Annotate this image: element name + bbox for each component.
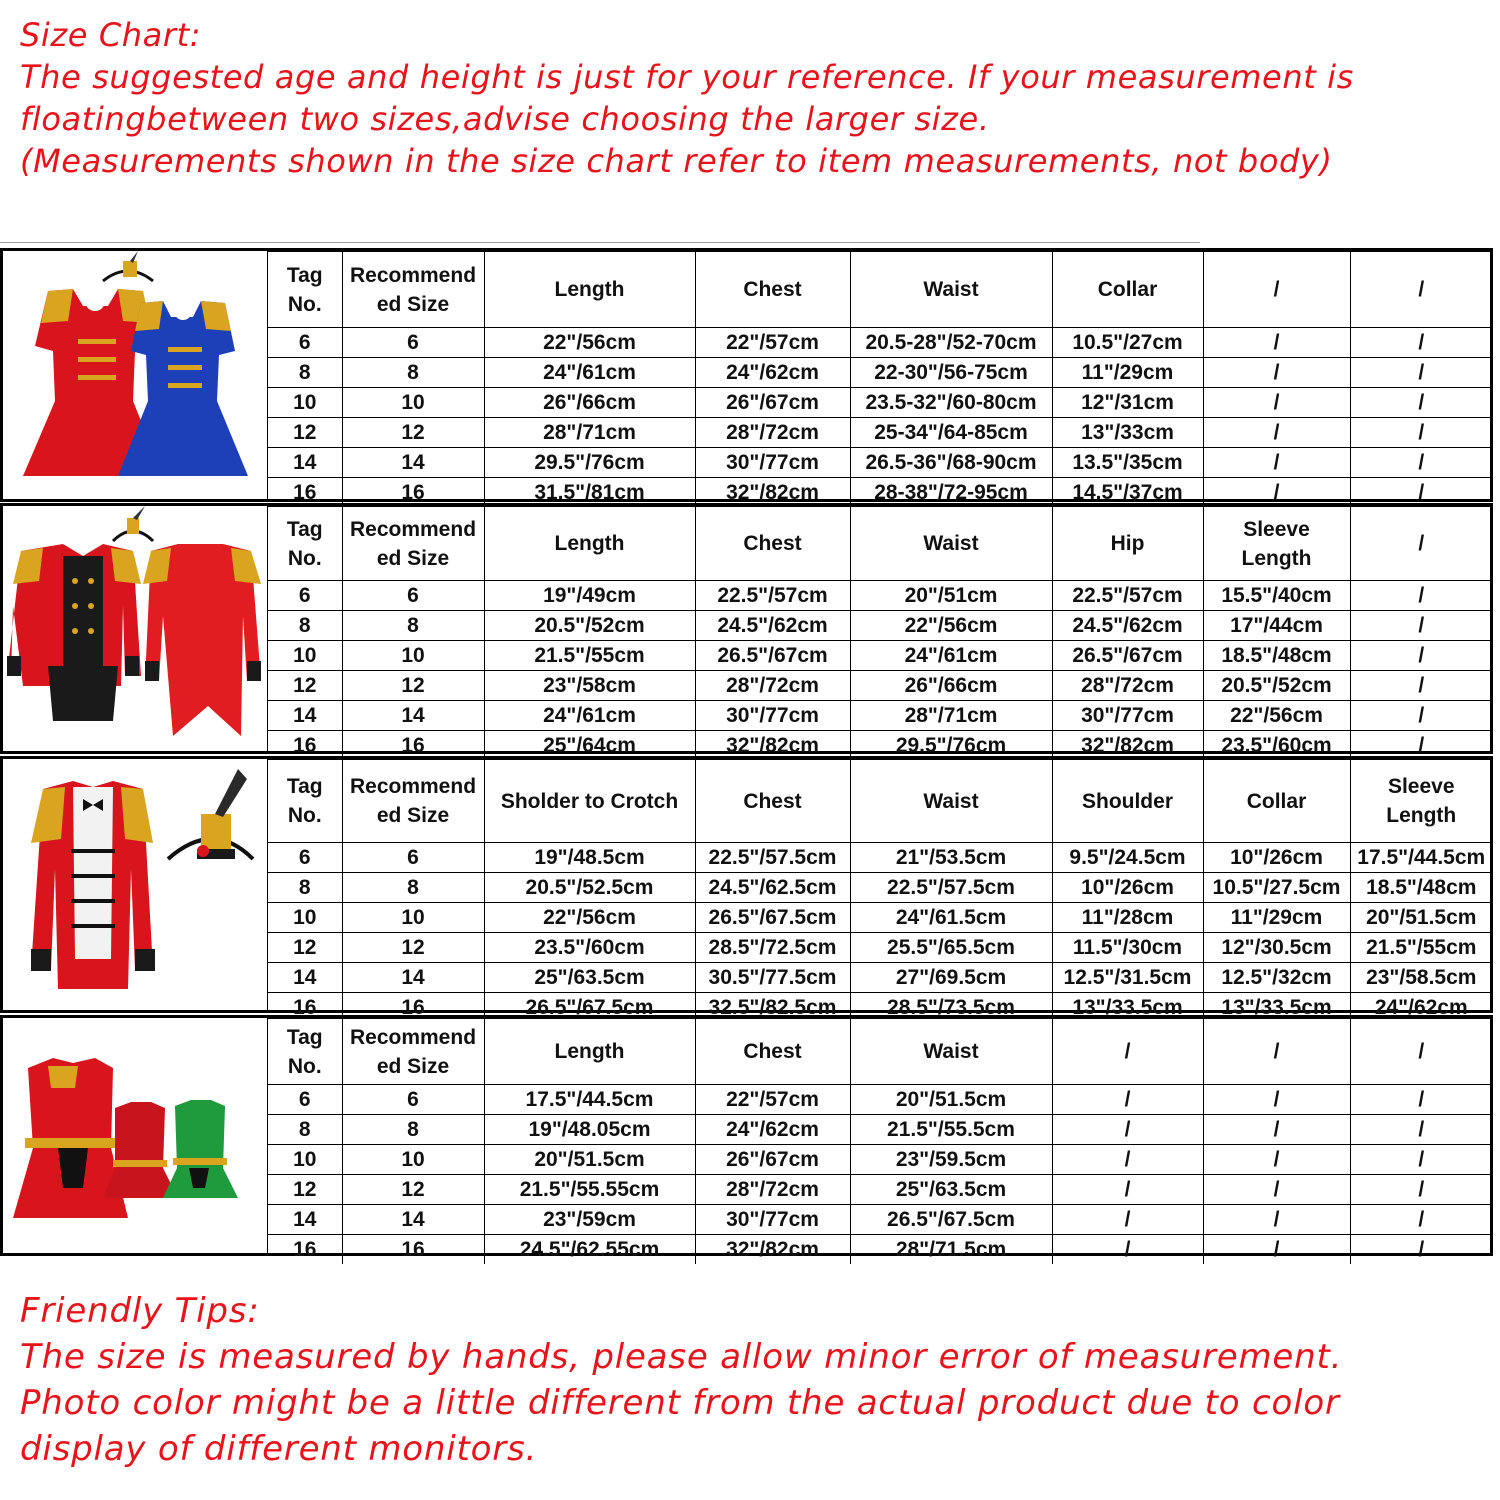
- table-cell-col-8: /: [1350, 731, 1492, 761]
- column-header: /: [1203, 1019, 1350, 1085]
- table-row: [268, 611, 1492, 641]
- divider: [0, 242, 1200, 243]
- header-line: The suggested age and height is just for your reference. If your measurement is: [20, 58, 1354, 96]
- table-cell-col-6: 11.5"/30cm: [1052, 933, 1203, 963]
- table-cell-col-7: /: [1203, 418, 1350, 448]
- table-cell-recommended-size: 16: [342, 478, 484, 508]
- column-header: /: [1350, 507, 1492, 581]
- table-cell-col-6: 13"/33.5cm: [1052, 993, 1203, 1023]
- table-row: [268, 581, 1492, 611]
- tailcoat-back-icon: [143, 544, 261, 736]
- table-cell-col-6: 9.5"/24.5cm: [1052, 843, 1203, 873]
- table-cell-col-6: 22.5"/57cm: [1052, 581, 1203, 611]
- table-cell-tag-no: 14: [268, 701, 342, 731]
- table-cell-recommended-size: 16: [342, 1235, 484, 1265]
- size-table-block-1: [0, 248, 1493, 502]
- table-cell-recommended-size: 14: [342, 701, 484, 731]
- table-cell-col-7: 17"/44cm: [1203, 611, 1350, 641]
- table-cell-col-4: 32"/82cm: [695, 478, 850, 508]
- table-cell-col-4: 30.5"/77.5cm: [695, 963, 850, 993]
- column-header: Hip: [1052, 507, 1203, 581]
- table-cell-col-3: 19"/49cm: [484, 581, 695, 611]
- table-cell-recommended-size: 12: [342, 1175, 484, 1205]
- table-cell-col-8: /: [1350, 1175, 1492, 1205]
- table-cell-col-7: 20.5"/52cm: [1203, 671, 1350, 701]
- product-image-sequin-dress: [3, 251, 268, 499]
- table-cell-col-3: 20.5"/52.5cm: [484, 873, 695, 903]
- table-row: [268, 1175, 1492, 1205]
- table-cell-col-6: /: [1052, 1175, 1203, 1205]
- table-cell-recommended-size: 16: [342, 993, 484, 1023]
- table-cell-tag-no: 6: [268, 328, 342, 358]
- table-cell-col-6: /: [1052, 1115, 1203, 1145]
- table-cell-tag-no: 8: [268, 1115, 342, 1145]
- table-cell-col-3: 31.5"/81cm: [484, 478, 695, 508]
- blue-dress-icon: [118, 301, 248, 476]
- table-cell-col-3: 22"/56cm: [484, 903, 695, 933]
- table-cell-col-3: 24.5"/62.55cm: [484, 1235, 695, 1265]
- table-cell-col-3: 23"/59cm: [484, 1205, 695, 1235]
- column-header: Recommend ed Size: [342, 252, 484, 328]
- table-cell-col-4: 32.5"/82.5cm: [695, 993, 850, 1023]
- column-header: Chest: [695, 1019, 850, 1085]
- table-cell-col-6: 12.5"/31.5cm: [1052, 963, 1203, 993]
- table-cell-col-3: 24"/61cm: [484, 701, 695, 731]
- table-cell-recommended-size: 14: [342, 963, 484, 993]
- column-header: Length: [484, 507, 695, 581]
- table-cell-recommended-size: 14: [342, 1205, 484, 1235]
- table-cell-tag-no: 6: [268, 1085, 342, 1115]
- table-cell-col-3: 23.5"/60cm: [484, 933, 695, 963]
- table-cell-col-8: /: [1350, 581, 1492, 611]
- table-row: [268, 701, 1492, 731]
- table-cell-col-6: /: [1052, 1235, 1203, 1265]
- ringmaster-costume-icon: [31, 781, 155, 989]
- table-cell-col-4: 32"/82cm: [695, 731, 850, 761]
- column-header: Waist: [850, 1019, 1052, 1085]
- table-cell-col-5: 29.5"/76cm: [850, 731, 1052, 761]
- table-row: [268, 1235, 1492, 1265]
- table-cell-col-3: 23"/58cm: [484, 671, 695, 701]
- table-cell-col-3: 20.5"/52cm: [484, 611, 695, 641]
- mini-hat-headband-icon: [113, 506, 153, 541]
- table-cell-col-4: 24"/62cm: [695, 358, 850, 388]
- table-cell-col-7: 10.5"/27.5cm: [1203, 873, 1350, 903]
- table-cell-col-8: /: [1350, 1235, 1492, 1265]
- column-header: Waist: [850, 507, 1052, 581]
- table-cell-col-4: 26.5"/67.5cm: [695, 903, 850, 933]
- table-cell-col-7: /: [1203, 1115, 1350, 1145]
- table-cell-col-4: 28"/72cm: [695, 418, 850, 448]
- table-cell-col-3: 22"/56cm: [484, 328, 695, 358]
- table-cell-col-7: 11"/29cm: [1203, 903, 1350, 933]
- table-cell-tag-no: 16: [268, 478, 342, 508]
- column-header: Recommend ed Size: [342, 507, 484, 581]
- table-row: [268, 873, 1492, 903]
- table-cell-col-3: 20"/51.5cm: [484, 1145, 695, 1175]
- table-row: [268, 903, 1492, 933]
- table-cell-col-6: 11"/29cm: [1052, 358, 1203, 388]
- table-cell-col-8: 24"/62cm: [1350, 993, 1492, 1023]
- size-table: [268, 506, 1492, 760]
- table-cell-col-6: 12"/31cm: [1052, 388, 1203, 418]
- feather-top-hat-headband-icon: [168, 769, 253, 859]
- table-cell-recommended-size: 14: [342, 448, 484, 478]
- table-cell-tag-no: 10: [268, 641, 342, 671]
- table-cell-col-3: 19"/48.05cm: [484, 1115, 695, 1145]
- table-cell-col-6: 11"/28cm: [1052, 903, 1203, 933]
- table-cell-col-8: /: [1350, 1115, 1492, 1145]
- table-cell-col-3: 24"/61cm: [484, 358, 695, 388]
- column-header: Sleeve Length: [1203, 507, 1350, 581]
- table-cell-tag-no: 8: [268, 358, 342, 388]
- table-cell-col-4: 24.5"/62.5cm: [695, 873, 850, 903]
- table-cell-col-7: 13"/33.5cm: [1203, 993, 1350, 1023]
- table-cell-col-8: /: [1350, 478, 1492, 508]
- table-cell-col-8: /: [1350, 1205, 1492, 1235]
- red-leotard-icon: [103, 1102, 178, 1198]
- table-cell-col-8: /: [1350, 611, 1492, 641]
- table-cell-col-7: /: [1203, 1205, 1350, 1235]
- column-header: Collar: [1052, 252, 1203, 328]
- table-cell-tag-no: 6: [268, 581, 342, 611]
- table-cell-col-6: 26.5"/67cm: [1052, 641, 1203, 671]
- table-row: [268, 1115, 1492, 1145]
- table-cell-col-4: 26"/67cm: [695, 388, 850, 418]
- column-header: Recommend ed Size: [342, 1019, 484, 1085]
- table-cell-col-6: 10"/26cm: [1052, 873, 1203, 903]
- table-cell-tag-no: 12: [268, 671, 342, 701]
- table-cell-col-5: 25-34"/64-85cm: [850, 418, 1052, 448]
- size-chart-header: [20, 14, 1354, 182]
- table-cell-recommended-size: 10: [342, 903, 484, 933]
- table-cell-recommended-size: 12: [342, 418, 484, 448]
- table-cell-col-7: /: [1203, 1085, 1350, 1115]
- table-cell-col-4: 30"/77cm: [695, 701, 850, 731]
- table-cell-col-3: 25"/63.5cm: [484, 963, 695, 993]
- table-cell-recommended-size: 10: [342, 641, 484, 671]
- table-cell-tag-no: 16: [268, 1235, 342, 1265]
- table-cell-col-4: 26"/67cm: [695, 1145, 850, 1175]
- table-row: [268, 1085, 1492, 1115]
- table-cell-col-5: 26.5"/67.5cm: [850, 1205, 1052, 1235]
- table-cell-col-4: 28"/72cm: [695, 1175, 850, 1205]
- friendly-tips: [20, 1288, 1342, 1472]
- table-cell-col-6: /: [1052, 1145, 1203, 1175]
- size-table-block-3: [0, 756, 1493, 1019]
- table-cell-col-3: 29.5"/76cm: [484, 448, 695, 478]
- column-header: Waist: [850, 252, 1052, 328]
- table-cell-col-6: 30"/77cm: [1052, 701, 1203, 731]
- table-row: [268, 388, 1492, 418]
- table-cell-tag-no: 8: [268, 611, 342, 641]
- column-header: Chest: [695, 507, 850, 581]
- table-cell-col-3: 21.5"/55.55cm: [484, 1175, 695, 1205]
- table-cell-col-6: 10.5"/27cm: [1052, 328, 1203, 358]
- table-cell-tag-no: 16: [268, 993, 342, 1023]
- column-header: /: [1203, 252, 1350, 328]
- table-cell-recommended-size: 12: [342, 671, 484, 701]
- table-row: [268, 1205, 1492, 1235]
- column-header: /: [1350, 252, 1492, 328]
- table-cell-col-8: /: [1350, 358, 1492, 388]
- table-row: [268, 963, 1492, 993]
- table-cell-col-4: 22.5"/57.5cm: [695, 843, 850, 873]
- table-cell-col-5: 26"/66cm: [850, 671, 1052, 701]
- table-cell-col-6: 24.5"/62cm: [1052, 611, 1203, 641]
- table-cell-col-3: 28"/71cm: [484, 418, 695, 448]
- product-image-tailcoat-romper: [3, 506, 268, 751]
- table-row: [268, 1145, 1492, 1175]
- table-cell-tag-no: 14: [268, 963, 342, 993]
- table-cell-col-5: 21.5"/55.5cm: [850, 1115, 1052, 1145]
- column-header: /: [1350, 1019, 1492, 1085]
- column-header: Waist: [850, 760, 1052, 843]
- table-cell-tag-no: 14: [268, 448, 342, 478]
- table-cell-col-6: 13"/33cm: [1052, 418, 1203, 448]
- table-cell-col-8: /: [1350, 701, 1492, 731]
- table-cell-col-8: 23"/58.5cm: [1350, 963, 1492, 993]
- table-cell-col-4: 30"/77cm: [695, 1205, 850, 1235]
- table-cell-col-5: 24"/61.5cm: [850, 903, 1052, 933]
- size-table: [268, 759, 1492, 1022]
- table-cell-recommended-size: 16: [342, 731, 484, 761]
- table-header-row: [268, 252, 1492, 328]
- table-cell-col-7: /: [1203, 1175, 1350, 1205]
- table-cell-col-4: 30"/77cm: [695, 448, 850, 478]
- table-cell-col-8: /: [1350, 418, 1492, 448]
- column-header: Length: [484, 252, 695, 328]
- column-header: Collar: [1203, 760, 1350, 843]
- table-cell-tag-no: 8: [268, 873, 342, 903]
- column-header: /: [1052, 1019, 1203, 1085]
- table-cell-col-8: /: [1350, 1145, 1492, 1175]
- size-table-block-4: [0, 1015, 1493, 1261]
- table-cell-recommended-size: 10: [342, 1145, 484, 1175]
- column-header: Recommend ed Size: [342, 760, 484, 843]
- product-image-ringmaster-costume: [3, 759, 268, 1010]
- table-cell-col-5: 23.5-32"/60-80cm: [850, 388, 1052, 418]
- table-row: [268, 358, 1492, 388]
- tailcoat-front-icon: [7, 544, 141, 721]
- table-cell-col-5: 28"/71cm: [850, 701, 1052, 731]
- table-cell-col-5: 22"/56cm: [850, 611, 1052, 641]
- table-cell-col-5: 28.5"/73.5cm: [850, 993, 1052, 1023]
- table-cell-col-7: /: [1203, 388, 1350, 418]
- table-header-row: [268, 1019, 1492, 1085]
- table-cell-col-7: 10"/26cm: [1203, 843, 1350, 873]
- table-cell-col-3: 25"/64cm: [484, 731, 695, 761]
- table-cell-col-5: 22.5"/57.5cm: [850, 873, 1052, 903]
- table-cell-col-4: 28"/72cm: [695, 671, 850, 701]
- table-header-row: [268, 507, 1492, 581]
- green-leotard-icon: [163, 1100, 238, 1198]
- table-cell-col-5: 23"/59.5cm: [850, 1145, 1052, 1175]
- product-image-sequin-leotard-skirt: [3, 1018, 268, 1253]
- header-title: Size Chart:: [20, 16, 202, 54]
- table-cell-col-5: 20"/51.5cm: [850, 1085, 1052, 1115]
- table-cell-tag-no: 12: [268, 418, 342, 448]
- table-cell-col-7: /: [1203, 1145, 1350, 1175]
- table-cell-col-8: /: [1350, 448, 1492, 478]
- table-cell-col-8: /: [1350, 328, 1492, 358]
- size-table: [268, 251, 1492, 507]
- table-cell-col-6: 32"/82cm: [1052, 731, 1203, 761]
- table-cell-col-3: 26.5"/67.5cm: [484, 993, 695, 1023]
- tips-line: display of different monitors.: [20, 1429, 538, 1469]
- table-cell-recommended-size: 8: [342, 873, 484, 903]
- column-header: Tag No.: [268, 1019, 342, 1085]
- column-header: Chest: [695, 252, 850, 328]
- table-cell-col-5: 22-30"/56-75cm: [850, 358, 1052, 388]
- size-table-block-2: [0, 503, 1493, 757]
- table-cell-col-6: 28"/72cm: [1052, 671, 1203, 701]
- table-cell-tag-no: 16: [268, 731, 342, 761]
- table-cell-recommended-size: 8: [342, 1115, 484, 1145]
- table-cell-col-4: 22"/57cm: [695, 1085, 850, 1115]
- table-cell-col-7: 22"/56cm: [1203, 701, 1350, 731]
- table-row: [268, 418, 1492, 448]
- table-cell-recommended-size: 8: [342, 358, 484, 388]
- table-cell-col-3: 21.5"/55cm: [484, 641, 695, 671]
- table-cell-col-7: 23.5"/60cm: [1203, 731, 1350, 761]
- table-row: [268, 641, 1492, 671]
- table-cell-col-4: 26.5"/67cm: [695, 641, 850, 671]
- table-row: [268, 328, 1492, 358]
- table-cell-col-5: 20"/51cm: [850, 581, 1052, 611]
- table-cell-tag-no: 6: [268, 843, 342, 873]
- table-cell-col-8: 21.5"/55cm: [1350, 933, 1492, 963]
- table-cell-col-6: /: [1052, 1085, 1203, 1115]
- table-cell-col-8: 17.5"/44.5cm: [1350, 843, 1492, 873]
- table-cell-recommended-size: 6: [342, 843, 484, 873]
- table-cell-col-4: 22.5"/57cm: [695, 581, 850, 611]
- table-cell-col-4: 28.5"/72.5cm: [695, 933, 850, 963]
- table-cell-col-8: /: [1350, 641, 1492, 671]
- table-cell-col-7: 18.5"/48cm: [1203, 641, 1350, 671]
- table-cell-col-8: 18.5"/48cm: [1350, 873, 1492, 903]
- table-cell-col-5: 25.5"/65.5cm: [850, 933, 1052, 963]
- table-cell-col-7: 15.5"/40cm: [1203, 581, 1350, 611]
- table-cell-col-3: 17.5"/44.5cm: [484, 1085, 695, 1115]
- table-cell-col-4: 24"/62cm: [695, 1115, 850, 1145]
- table-cell-col-7: /: [1203, 1235, 1350, 1265]
- tips-line: The size is measured by hands, please allow minor error of measurement.: [20, 1337, 1343, 1377]
- table-header-row: [268, 760, 1492, 843]
- table-cell-col-5: 28"/71.5cm: [850, 1235, 1052, 1265]
- table-cell-col-3: 19"/48.5cm: [484, 843, 695, 873]
- table-cell-col-4: 24.5"/62cm: [695, 611, 850, 641]
- table-cell-col-7: /: [1203, 478, 1350, 508]
- header-line: floatingbetween two sizes,advise choosing the larger size.: [20, 100, 990, 138]
- table-cell-col-7: /: [1203, 328, 1350, 358]
- table-row: [268, 843, 1492, 873]
- table-cell-recommended-size: 8: [342, 611, 484, 641]
- table-cell-tag-no: 10: [268, 903, 342, 933]
- table-cell-col-5: 27"/69.5cm: [850, 963, 1052, 993]
- table-cell-col-5: 28-38"/72-95cm: [850, 478, 1052, 508]
- table-cell-col-5: 20.5-28"/52-70cm: [850, 328, 1052, 358]
- header-line: (Measurements shown in the size chart refer to item measurements, not body): [20, 142, 1333, 180]
- column-header: Shoulder: [1052, 760, 1203, 843]
- table-cell-col-4: 22"/57cm: [695, 328, 850, 358]
- table-row: [268, 933, 1492, 963]
- table-cell-recommended-size: 12: [342, 933, 484, 963]
- table-cell-col-8: /: [1350, 1085, 1492, 1115]
- table-cell-col-5: 26.5-36"/68-90cm: [850, 448, 1052, 478]
- table-cell-tag-no: 12: [268, 1175, 342, 1205]
- column-header: Tag No.: [268, 252, 342, 328]
- table-cell-recommended-size: 6: [342, 328, 484, 358]
- table-cell-col-7: 12.5"/32cm: [1203, 963, 1350, 993]
- table-row: [268, 671, 1492, 701]
- column-header: Length: [484, 1019, 695, 1085]
- table-cell-col-6: /: [1052, 1205, 1203, 1235]
- table-cell-recommended-size: 6: [342, 1085, 484, 1115]
- table-cell-col-8: /: [1350, 671, 1492, 701]
- table-cell-tag-no: 10: [268, 388, 342, 418]
- column-header: Sholder to Crotch: [484, 760, 695, 843]
- table-cell-recommended-size: 10: [342, 388, 484, 418]
- table-cell-col-7: 12"/30.5cm: [1203, 933, 1350, 963]
- tips-line: Photo color might be a little different from the actual product due to color: [20, 1383, 1340, 1423]
- table-cell-col-7: /: [1203, 448, 1350, 478]
- mini-hat-headband-icon: [103, 251, 153, 281]
- table-cell-col-8: 20"/51.5cm: [1350, 903, 1492, 933]
- column-header: Sleeve Length: [1350, 760, 1492, 843]
- column-header: Tag No.: [268, 760, 342, 843]
- table-cell-col-3: 26"/66cm: [484, 388, 695, 418]
- size-table: [268, 1018, 1492, 1264]
- table-cell-col-5: 21"/53.5cm: [850, 843, 1052, 873]
- column-header: Chest: [695, 760, 850, 843]
- table-cell-tag-no: 12: [268, 933, 342, 963]
- table-cell-recommended-size: 6: [342, 581, 484, 611]
- column-header: Tag No.: [268, 507, 342, 581]
- table-cell-col-8: /: [1350, 388, 1492, 418]
- tips-title: Friendly Tips:: [20, 1291, 260, 1331]
- table-cell-col-5: 25"/63.5cm: [850, 1175, 1052, 1205]
- table-cell-tag-no: 14: [268, 1205, 342, 1235]
- table-cell-col-4: 32"/82cm: [695, 1235, 850, 1265]
- table-row: [268, 448, 1492, 478]
- table-cell-col-6: 13.5"/35cm: [1052, 448, 1203, 478]
- table-cell-col-7: /: [1203, 358, 1350, 388]
- table-cell-col-5: 24"/61cm: [850, 641, 1052, 671]
- table-cell-col-6: 14.5"/37cm: [1052, 478, 1203, 508]
- table-cell-tag-no: 10: [268, 1145, 342, 1175]
